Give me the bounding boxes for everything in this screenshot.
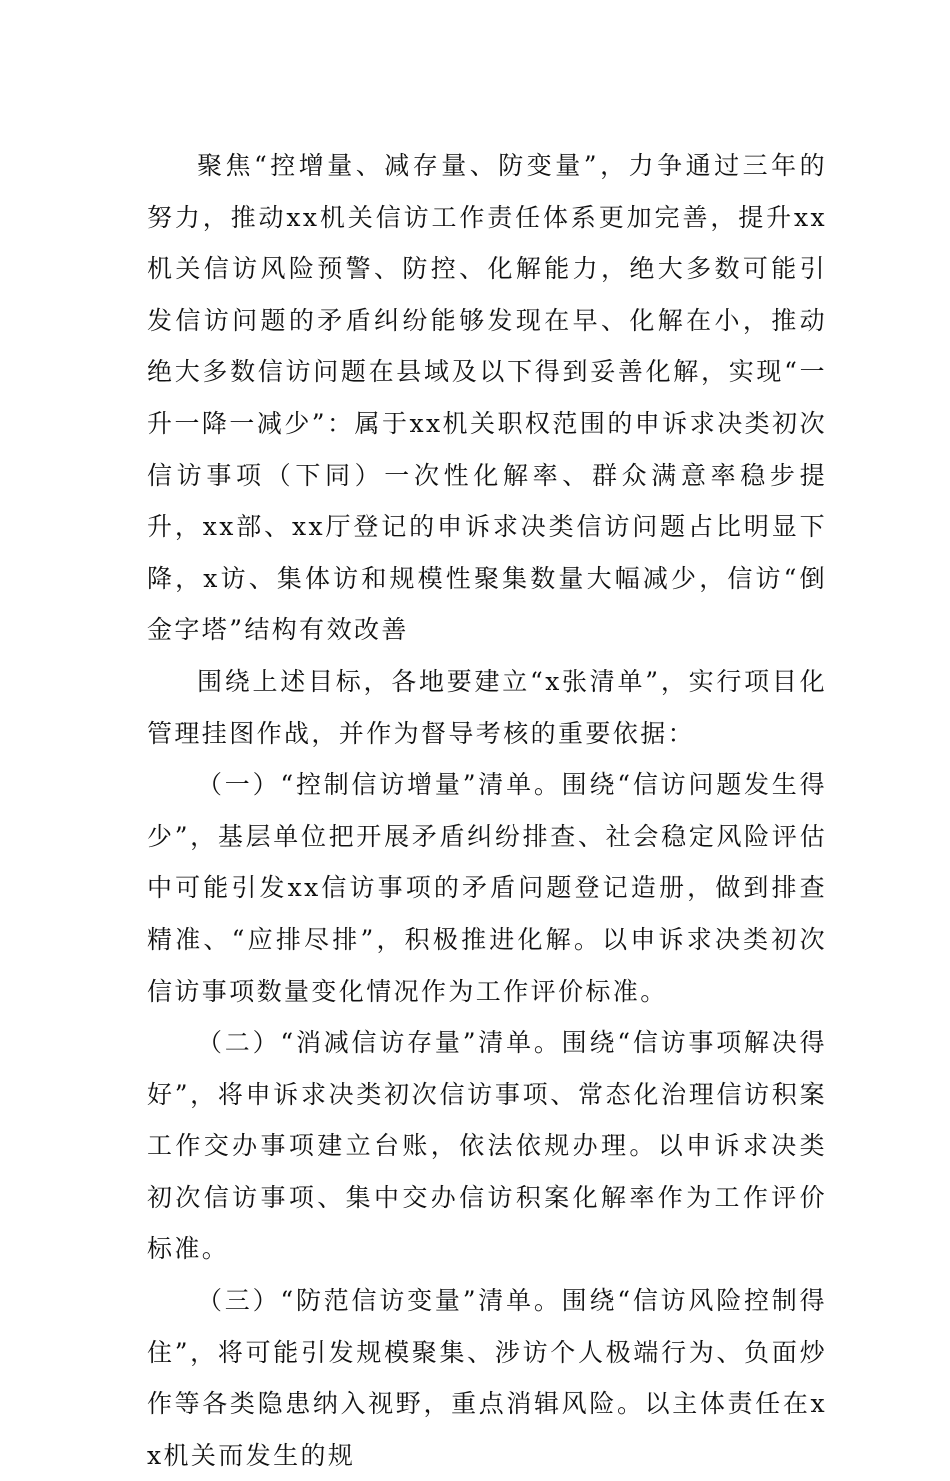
paragraph-goal: 聚焦“控增量、减存量、防变量”，力争通过三年的努力，推动xx机关信访工作责任体系更加完善，提升xx机关信访风险预警、防控、化解能力，绝大多数可能引发信访问题的矛盾纠纷能够发现在早、化解在小，推动绝大多数信访问题在县域及以下得到妥善化解，实现“一升一降一减少”：属于xx机关职权范围的申诉求决类初次信访事项（下同）一次性化解率、群众满意率稳步提升，xx部、xx厅登记的申诉求决类信访问题占比明显下降，x访、集体访和规模性聚集数量大幅减少，信访“倒金字塔”结构有效改善 [147, 151, 827, 645]
paragraph-list-1: （一）“控制信访增量”清单。围绕“信访问题发生得少”，基层单位把开展矛盾纠纷排查、社会稳定风险评估中可能引发xx信访事项的矛盾问题登记造册，做到排查精准、“应排尽排”，积极推进化解。以申诉求决类初次信访事项数量变化情况作为工作评价标准。 [147, 770, 827, 1006]
paragraph-lists-intro: 围绕上述目标，各地要建立“x张清单”，实行项目化管理挂图作战，并作为督导考核的重要依据： [147, 666, 827, 748]
document-body [147, 140, 827, 1481]
paragraph-list-3: （三）“防范信访变量”清单。围绕“信访风险控制得住”，将可能引发规模聚集、涉访个人极端行为、负面炒作等各类隐患纳入视野，重点消辑风险。以主体责任在xx机关而发生的规 [147, 1286, 827, 1470]
paragraph-list-2: （二）“消减信访存量”清单。围绕“信访事项解决得好”，将申诉求决类初次信访事项、常态化治理信访积案工作交办事项建立台账，依法依规办理。以申诉求决类初次信访事项、集中交办信访积案化解率作为工作评价标准。 [147, 1028, 827, 1264]
